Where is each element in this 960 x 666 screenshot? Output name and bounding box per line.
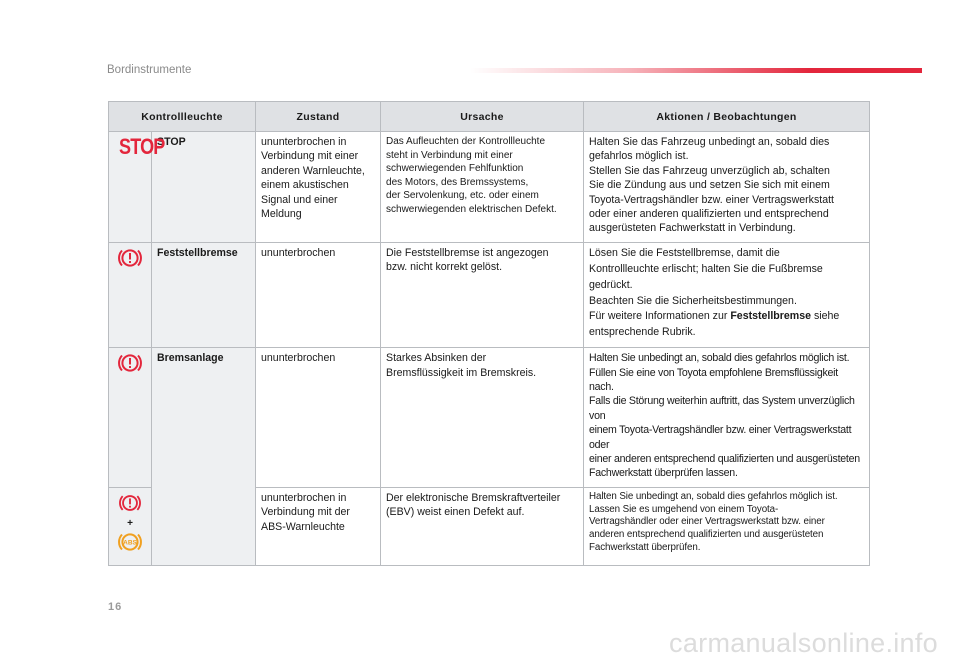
condition-line: ununterbrochen	[261, 246, 336, 259]
plus-sign: +	[127, 518, 133, 530]
column-header-zustand: Zustand	[256, 102, 381, 132]
action-line: Halten Sie unbedingt an, sobald dies gefahrlos möglich ist.	[589, 352, 850, 365]
condition-cell	[256, 242, 381, 347]
action-line: Fachwerkstatt überprüfen lassen.	[589, 467, 738, 480]
column-header-ursache: Ursache	[381, 102, 584, 132]
cause-cell	[381, 242, 584, 347]
brake-warning-icon	[116, 492, 144, 514]
cause-line: Starkes Absinken der	[386, 352, 487, 365]
action-line: Sie die Zündung aus und setzen Sie sich mit einem	[589, 179, 830, 192]
action-line: Halten Sie unbedingt an, sobald dies gefahrlos möglich ist.	[589, 490, 838, 502]
condition-cell	[256, 487, 381, 565]
action-cell	[584, 348, 870, 488]
action-line: ausgerüsteten Fachwerkstatt in Verbindung.	[589, 222, 796, 235]
action-line: einem Toyota-Vertragshändler bzw. einer Vertragswerkstatt oder	[589, 424, 852, 451]
icon-cell	[109, 242, 152, 347]
action-line	[589, 309, 864, 325]
cause-line: schwerwiegenden Fehlfunktion	[386, 163, 524, 175]
condition-line: ununterbrochen in	[261, 136, 347, 148]
action-line: Vertragshändler oder einer Vertragswerkstatt bzw. einer	[589, 516, 825, 528]
column-header-kontrollleuchte: Kontrollleuchte	[109, 102, 256, 132]
condition-line: Signal und einer	[261, 193, 338, 206]
column-header-aktionen: Aktionen / Beobachtungen	[584, 102, 870, 132]
table-row	[109, 132, 870, 243]
action-line: Beachten Sie die Sicherheitsbestimmungen.	[589, 294, 797, 307]
abs-icon	[116, 530, 144, 554]
action-line: gedrückt.	[589, 278, 633, 291]
condition-line: ununterbrochen	[261, 352, 336, 365]
condition-line: Verbindung mit der	[261, 506, 350, 519]
table-header-row	[109, 102, 870, 132]
warning-light-name: Bremsanlage	[152, 348, 256, 565]
brake-warning-icon	[116, 351, 144, 375]
icon-cell	[109, 348, 152, 488]
action-line: Stellen Sie das Fahrzeug unverzüglich ab, schalten	[589, 164, 830, 177]
abs-icon-label: ABS	[123, 539, 137, 547]
cause-cell	[381, 348, 584, 488]
brake-warning-icon	[116, 246, 144, 270]
action-line: Halten Sie das Fahrzeug unbedingt an, sobald dies	[589, 136, 830, 148]
cause-line: schwerwiegenden elektrischen Defekt.	[386, 203, 557, 215]
table-row	[109, 348, 870, 488]
warning-light-name: Feststellbremse	[152, 242, 256, 347]
action-line: Falls die Störung weiterhin auftritt, das System unverzüglich von	[589, 395, 855, 422]
warning-lights-table	[108, 101, 870, 566]
stop-icon: STOP	[118, 134, 165, 159]
action-line: Lösen Sie die Feststellbremse, damit die	[589, 246, 780, 259]
action-line: Lassen Sie es umgehend von einem Toyota-	[589, 503, 779, 515]
action-line: oder einer anderen qualifizierten und entsprechend	[589, 208, 829, 221]
action-line: Fachwerkstatt überprüfen.	[589, 541, 701, 553]
action-line: gefahrlos möglich ist.	[589, 150, 689, 163]
header-accent-bar	[470, 68, 922, 73]
action-line: Kontrollleuchte erlischt; halten Sie die Fußbremse	[589, 262, 823, 275]
page-section-title: Bordinstrumente	[107, 64, 192, 76]
action-bold-term: Feststellbremse	[730, 310, 811, 323]
cause-line: steht in Verbindung mit einer	[386, 149, 513, 161]
action-line: entsprechende Rubrik.	[589, 326, 696, 339]
action-cell	[584, 242, 870, 347]
action-line: anderen entsprechend qualifizierten und ausgerüsteten	[589, 529, 824, 541]
table-row	[109, 242, 870, 347]
action-line: Füllen Sie eine von Toyota empfohlene Bremsflüssigkeit nach.	[589, 366, 838, 393]
cause-line: des Motors, des Bremssystems,	[386, 176, 529, 188]
watermark: carmanualsonline.info	[669, 628, 938, 658]
cause-line: Der elektronische Bremskraftverteiler	[386, 491, 561, 504]
warning-light-name: STOP	[152, 132, 256, 243]
cause-cell	[381, 132, 584, 243]
condition-line: Verbindung mit einer	[261, 150, 359, 163]
cause-line: der Servolenkung, etc. oder einem	[386, 190, 539, 202]
icon-cell	[109, 132, 165, 243]
cause-line: Das Aufleuchten der Kontrollleuchte	[386, 136, 546, 147]
action-text: siehe	[811, 310, 840, 323]
condition-cell	[256, 348, 381, 488]
cause-line: Die Feststellbremse ist angezogen	[386, 246, 549, 259]
page-number: 16	[108, 601, 123, 613]
action-text: Für weitere Informationen zur	[589, 310, 731, 323]
cause-cell	[381, 487, 584, 565]
condition-line: Meldung	[261, 208, 302, 221]
action-line: einer anderen entsprechend qualifizierten und ausgerüsteten	[589, 453, 860, 466]
action-line: Toyota-Vertragshändler bzw. einer Vertragswerkstatt	[589, 193, 834, 206]
condition-line: ununterbrochen in	[261, 491, 347, 504]
cause-line: Bremsflüssigkeit im Bremskreis.	[386, 366, 537, 379]
cause-line: (EBV) weist einen Defekt auf.	[386, 506, 525, 519]
icon-cell	[109, 487, 152, 565]
condition-line: einem akustischen	[261, 179, 349, 192]
condition-cell	[256, 132, 381, 243]
action-cell	[584, 132, 870, 243]
condition-line: anderen Warnleuchte,	[261, 164, 365, 177]
cause-line: bzw. nicht korrekt gelöst.	[386, 261, 503, 274]
condition-line: ABS-Warnleuchte	[261, 520, 345, 533]
action-cell	[584, 487, 870, 565]
